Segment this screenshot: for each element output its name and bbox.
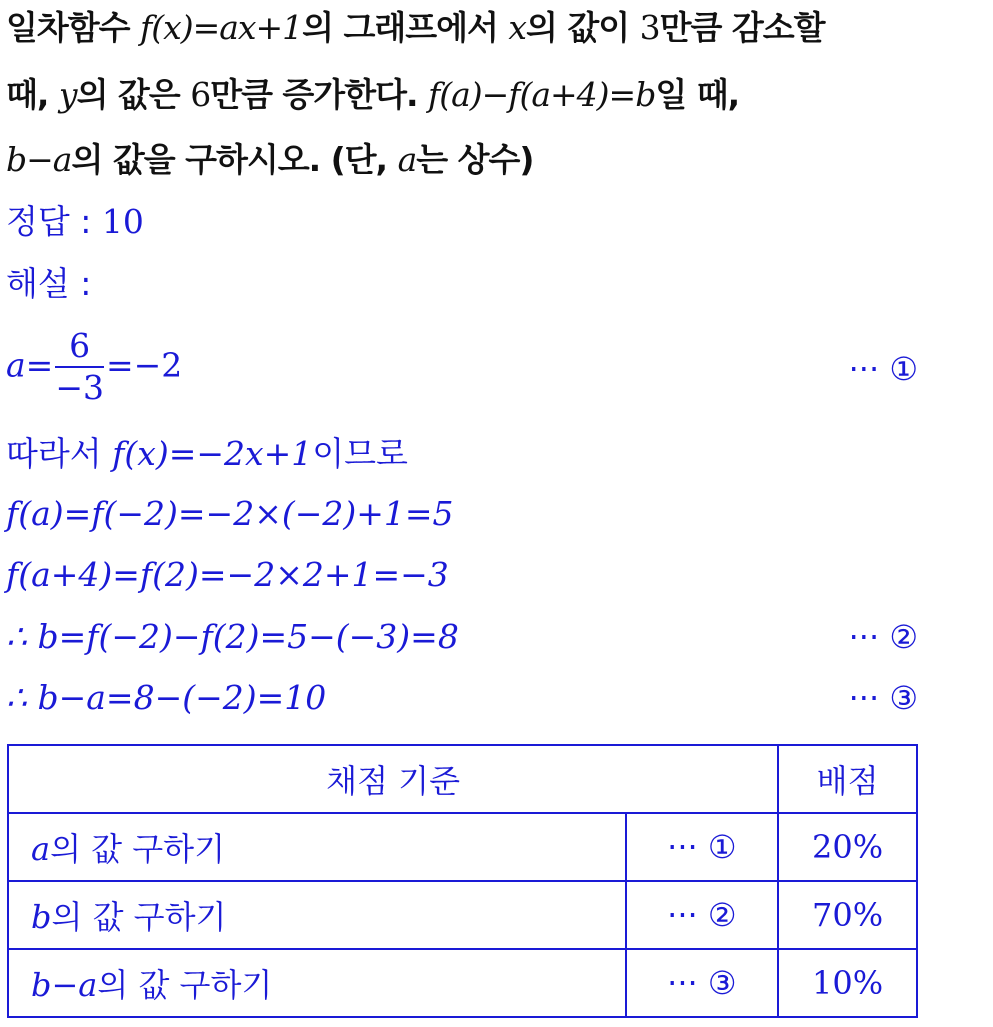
- question-line-2: [6, 75, 739, 115]
- variable-y: y: [58, 75, 77, 114]
- step-1-rhs: =−2: [105, 345, 183, 385]
- variable-x: x: [508, 8, 527, 47]
- question-text: 만큼 감소할: [659, 8, 825, 47]
- number: 3: [639, 8, 660, 47]
- rubric-criterion-text: 의 값 구하기: [97, 966, 273, 1004]
- rubric-criterion: [8, 881, 626, 949]
- question-text: 는 상수): [416, 140, 534, 179]
- answer-label: 정답 :: [6, 202, 102, 241]
- variable-a: a: [397, 140, 417, 179]
- step-marker-2: ··· ②: [848, 618, 918, 656]
- step-2-text: 따라서: [6, 434, 113, 473]
- rubric-criterion-text: 의 값 구하기: [51, 898, 227, 936]
- question-line-3: [6, 140, 534, 180]
- rubric-points: 20%: [778, 813, 917, 881]
- rubric-row: [8, 949, 917, 1017]
- question-line-1: [6, 8, 825, 48]
- question-text: 때,: [6, 75, 59, 114]
- step-2-expression: f(x)=−2x+1: [112, 434, 313, 473]
- question-text: 일 때,: [655, 75, 740, 114]
- rubric-criterion-text: 의 값 구하기: [50, 830, 225, 868]
- solution-step-2: [6, 434, 408, 474]
- grading-rubric-table: [7, 744, 918, 1018]
- question-text: 일차함수: [6, 8, 141, 47]
- condition-expression: f(a)−f(a+4)=b: [427, 75, 656, 114]
- solution-step-5: ∴ b=f(−2)−f(2)=5−(−3)=8: [6, 617, 459, 656]
- rubric-header-criteria: 채점 기준: [8, 745, 778, 813]
- answer-value: 10: [101, 202, 144, 241]
- rubric-row: [8, 813, 917, 881]
- solution-step-3: f(a)=f(−2)=−2×(−2)+1=5: [6, 494, 454, 533]
- question-text: 의 그래프에서: [302, 8, 509, 47]
- answer-line: [6, 202, 144, 242]
- solution-label: 해설 :: [6, 264, 92, 303]
- rubric-marker: ··· ②: [626, 881, 779, 949]
- rubric-criterion: [8, 949, 626, 1017]
- rubric-header-points: 배점: [778, 745, 917, 813]
- rubric-variable: b: [31, 898, 52, 936]
- rubric-marker: ··· ①: [626, 813, 779, 881]
- rubric-marker: ··· ③: [626, 949, 779, 1017]
- fraction-denominator: −3: [55, 368, 104, 407]
- question-text: 만큼 증가한다.: [210, 75, 428, 114]
- target-expression: b−a: [6, 140, 72, 179]
- solution-step-4: f(a+4)=f(2)=−2×2+1=−3: [6, 555, 449, 594]
- rubric-points: 10%: [778, 949, 917, 1017]
- rubric-variable: a: [31, 830, 51, 868]
- question-text: 의 값을 구하시오. (단,: [71, 140, 398, 179]
- fraction-numerator: 6: [55, 328, 104, 368]
- step-marker-1: ··· ①: [848, 350, 918, 388]
- step-2-text: 이므로: [312, 434, 408, 473]
- step-1-lhs: a=: [6, 345, 54, 385]
- question-text: 의 값은: [76, 75, 191, 114]
- rubric-criterion: [8, 813, 626, 881]
- rubric-variable: b−a: [31, 966, 98, 1004]
- rubric-points: 70%: [778, 881, 917, 949]
- solution-step-6: ∴ b−a=8−(−2)=10: [6, 678, 327, 717]
- number: 6: [190, 75, 211, 114]
- step-marker-3: ··· ③: [848, 679, 918, 717]
- rubric-header-row: [8, 745, 917, 813]
- solution-step-1: [6, 328, 182, 406]
- function-expression: f(x)=ax+1: [140, 8, 303, 47]
- rubric-row: [8, 881, 917, 949]
- question-text: 의 값이: [526, 8, 640, 47]
- fraction: [55, 328, 104, 406]
